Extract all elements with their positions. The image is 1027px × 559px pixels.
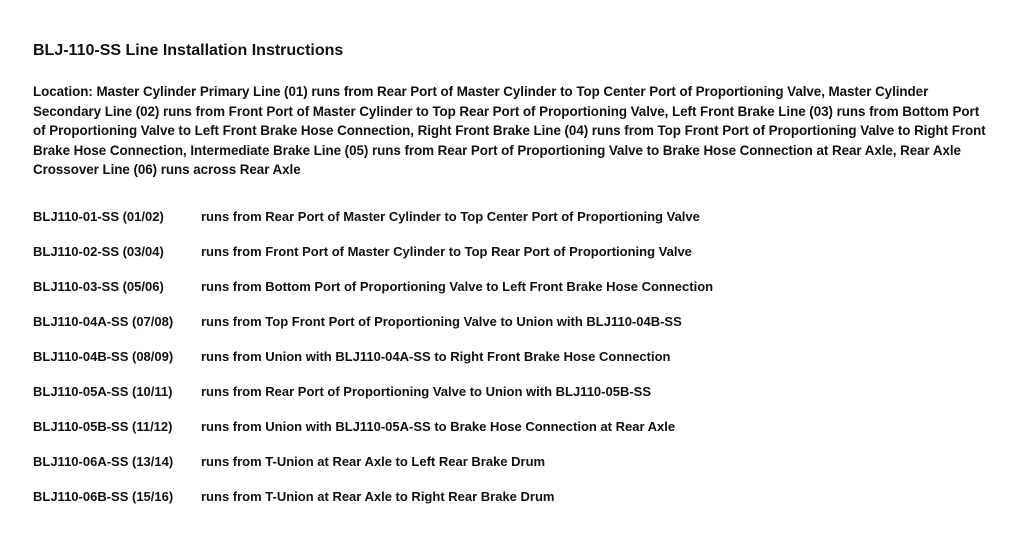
line-part-number: BLJ110-06A-SS (13/14) [33,453,174,469]
line-part-number: BLJ110-03-SS (05/06) [33,278,164,294]
line-row [33,312,993,348]
line-list [33,207,993,523]
line-row [33,487,993,523]
line-description: runs from T-Union at Rear Axle to Right Rear Brake Drum [201,488,555,504]
line-description: runs from Union with BLJ110-05A-SS to Brake Hose Connection at Rear Axle [201,418,676,434]
line-part-number: BLJ110-04A-SS (07/08) [33,313,174,329]
line-part-number: BLJ110-02-SS (03/04) [33,243,164,259]
document-title: BLJ-110-SS Line Installation Instructions [33,42,344,59]
line-part-number: BLJ110-04B-SS (08/09) [33,348,174,364]
line-row [33,347,993,383]
line-row [33,417,993,453]
line-description: runs from Rear Port of Proportioning Valve to Union with BLJ110-05B-SS [201,383,652,399]
line-row [33,207,993,243]
line-row [33,277,993,313]
line-part-number: BLJ110-06B-SS (15/16) [33,488,174,504]
line-part-number: BLJ110-05A-SS (10/11) [33,383,173,399]
line-description: runs from T-Union at Rear Axle to Left Rear Brake Drum [201,453,546,469]
document [33,40,993,523]
line-description: runs from Front Port of Master Cylinder to Top Rear Port of Proportioning Valve [201,243,692,259]
line-row [33,382,993,418]
line-row [33,242,993,278]
line-part-number: BLJ110-01-SS (01/02) [33,208,164,224]
location-paragraph: Location: Master Cylinder Primary Line (01) runs from Rear Port of Master Cylinder to Top Center Port of Proportioning Valve, Master Cylinder Secondary Line (02) runs from Front Port of Master Cylinder to Top Rear Port of Proportioning Valve, Left Front Brake Line (03) runs from Bottom Port of Proportioning Valve to Left Front Brake Hose Connection, Right Front Brake Line (04) runs from Top Front Port of Proportioning Valve to Right Front Brake Hose Connection, Intermediate Brake Line (05) runs from Rear Port of Proportioning Valve to Brake Hose Connection at Rear Axle, Rear Axle Crossover Line (06) runs across Rear Axle [33,84,986,177]
line-row [33,452,993,488]
line-description: runs from Rear Port of Master Cylinder to Top Center Port of Proportioning Valve [201,208,700,224]
line-description: runs from Union with BLJ110-04A-SS to Right Front Brake Hose Connection [201,348,671,364]
line-part-number: BLJ110-05B-SS (11/12) [33,418,173,434]
line-description: runs from Top Front Port of Proportioning Valve to Union with BLJ110-04B-SS [201,313,682,329]
line-description: runs from Bottom Port of Proportioning Valve to Left Front Brake Hose Connection [201,278,714,294]
